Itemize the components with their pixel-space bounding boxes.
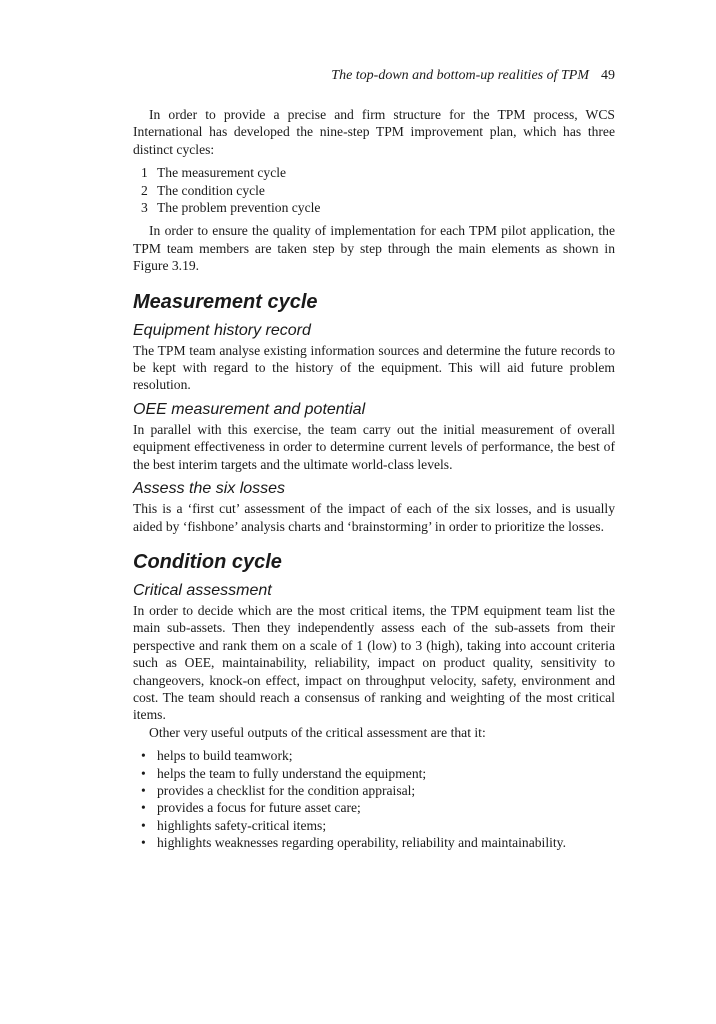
subheading-oee: OEE measurement and potential	[133, 400, 366, 418]
list-item	[141, 164, 615, 181]
list-text: provides a focus for future asset care;	[157, 800, 361, 816]
paragraph-outputs-intro: Other very useful outputs of the critical assessment are that it:	[149, 724, 486, 740]
bullet-icon: •	[141, 800, 146, 816]
list-item	[141, 182, 615, 199]
list-item	[139, 817, 615, 834]
section-heading-condition: Condition cycle	[133, 550, 282, 573]
list-item	[139, 834, 615, 851]
paragraph-oee: In parallel with this exercise, the team carry out the initial measurement of overall equipment effectiveness in order to determine current levels of performance, the best of the best interim targets and the ultimate world-class levels.	[133, 421, 615, 472]
list-text: The problem prevention cycle	[157, 200, 321, 216]
bullet-icon: •	[141, 765, 146, 781]
paragraph-six-losses: This is a ‘first cut’ assessment of the impact of each of the six losses, and is usually aided by ‘fishbone’ analysis charts and ‘brainstorming’ in order to prioritize the losses.	[133, 501, 615, 534]
list-text: The measurement cycle	[157, 165, 287, 181]
list-text: highlights safety-critical items;	[157, 817, 327, 833]
running-header	[133, 66, 615, 86]
list-item	[139, 799, 615, 816]
bullet-icon: •	[141, 817, 146, 833]
list-item	[139, 747, 615, 764]
list-text: The condition cycle	[157, 182, 265, 198]
list-text: helps to build teamwork;	[157, 748, 293, 764]
paragraph-equipment-history: The TPM team analyse existing information sources and determine the future records to be kept with regard to the history of the equipment. This will aid future problem resolution.	[133, 342, 615, 393]
paragraph-critical-assessment: In order to decide which are the most critical items, the TPM equipment team list the main sub-assets. Then they independently assess each of the sub-assets from their perspective and rank them on a scale of 1 (low) to 3 (high), taking into account criteria such as OEE, maintainability, reliability, impact on product quality, sensitivity to changeovers, knock-on effect, impact on throughput velocity, safety, environment and cost. The team should reach a consensus of ranking and weighting of the most critical items.	[133, 602, 615, 723]
book-page	[133, 66, 615, 852]
list-text: highlights weaknesses regarding operability, reliability and maintainability.	[157, 835, 566, 851]
outputs-list	[133, 747, 615, 851]
intro-paragraph-2: In order to ensure the quality of implementation for each TPM pilot application, the TPM team members are taken step by step through the main elements as shown in Figure 3.19.	[133, 223, 615, 274]
running-title: The top-down and bottom-up realities of TPM	[331, 68, 589, 83]
bullet-icon: •	[141, 835, 146, 851]
list-text: helps the team to fully understand the equipment;	[157, 765, 427, 781]
bullet-icon: •	[141, 748, 146, 764]
list-item	[139, 765, 615, 782]
bullet-icon: •	[141, 782, 146, 798]
list-item	[141, 199, 615, 216]
section-heading-measurement: Measurement cycle	[133, 290, 318, 313]
subheading-critical-assessment: Critical assessment	[133, 581, 272, 599]
subheading-six-losses: Assess the six losses	[133, 480, 286, 498]
list-item	[139, 782, 615, 799]
page-number: 49	[601, 68, 615, 83]
list-number: 2	[141, 182, 148, 198]
cycle-list	[133, 164, 615, 216]
intro-paragraph: In order to provide a precise and firm structure for the TPM process, WCS International has developed the nine-step TPM improvement plan, which has three distinct cycles:	[133, 107, 615, 157]
list-number: 3	[141, 200, 148, 216]
subheading-equipment-history: Equipment history record	[133, 321, 311, 339]
list-number: 1	[141, 165, 148, 181]
list-text: provides a checklist for the condition appraisal;	[157, 782, 416, 798]
